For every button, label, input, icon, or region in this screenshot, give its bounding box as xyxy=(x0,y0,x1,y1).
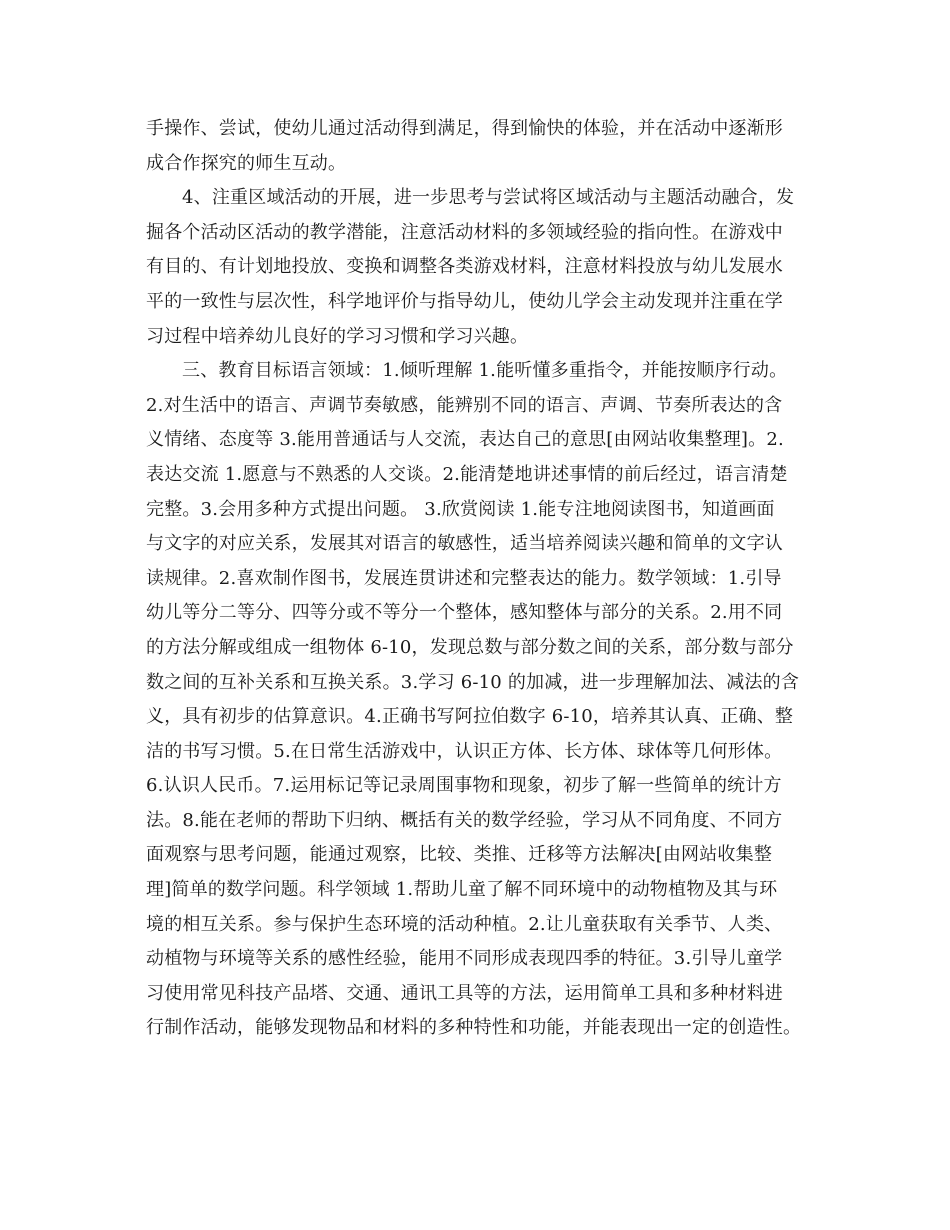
text-line: 动植物与环境等关系的感性经验，能用不同形成表现四季的特征。3.引导儿童学 xyxy=(146,948,783,970)
text-line: 义，具有初步的估算意识。4.正确书写阿拉伯数字 6-10，培养其认真、正确、整 xyxy=(146,706,794,728)
text-line: 的方法分解或组成一组物体 6-10，发现总数与部分数之间的关系，部分数与部分 xyxy=(146,636,794,658)
text-line: 理]简单的数学问题。科学领域 1.帮助儿童了解不同环境中的动物植物及其与环 xyxy=(146,879,778,901)
text-line: 有目的、有计划地投放、变换和调整各类游戏材料，注意材料投放与幼儿发展水 xyxy=(146,256,783,278)
text-line: 习过程中培养幼儿良好的学习习惯和学习兴趣。 xyxy=(146,325,529,347)
text-line: 完整。3.会用多种方式提出问题。 3.欣赏阅读 1.能专注地阅读图书，知道画面 xyxy=(146,498,775,520)
text-line: 4、注重区域活动的开展，进一步思考与尝试将区域活动与主题活动融合，发 xyxy=(182,187,795,209)
text-line: 2.对生活中的语言、声调节奏敏感，能辨别不同的语言、声调、节奏所表达的含 xyxy=(146,394,783,416)
text-line: 手操作、尝试，使幼儿通过活动得到满足，得到愉快的体验，并在活动中逐渐形 xyxy=(146,118,783,139)
text-line: 面观察与思考问题，能通过观察，比较、类推、迁移等方法解决[由网站收集整 xyxy=(146,844,773,866)
text-line: 掘各个活动区活动的教学潜能，注意活动材料的多领域经验的指向性。在游戏中 xyxy=(146,221,783,243)
text-line: 习使用常见科技产品塔、交通、通讯工具等的方法，运用简单工具和多种材料进 xyxy=(146,982,783,1004)
text-line: 三、教育目标语言领域：1.倾听理解 1.能听懂多重指令，并能按顺序行动。 xyxy=(182,360,788,382)
text-line: 行制作活动，能够发现物品和材料的多种特性和功能，并能表现出一定的创造性。 xyxy=(146,1017,802,1039)
text-line: 6.认识人民币。7.运用标记等记录周围事物和现象，初步了解一些简单的统计方 xyxy=(146,775,782,797)
text-line: 数之间的互补关系和互换关系。3.学习 6-10 的加减，进一步理解加法、减法的含 xyxy=(146,671,800,693)
text-line: 境的相互关系。参与保护生态环境的活动种植。2.让儿童获取有关季节、人类、 xyxy=(146,913,783,935)
text-line: 平的一致性与层次性，科学地评价与指导幼儿，使幼儿学会主动发现并注重在学 xyxy=(146,290,783,312)
text-line: 成合作探究的师生互动。 xyxy=(146,152,347,174)
text-line: 幼儿等分二等分、四等分或不等分一个整体，感知整体与部分的关系。2.用不同 xyxy=(146,602,783,624)
text-line: 洁的书写习惯。5.在日常生活游戏中，认识正方体、长方体、球体等几何形体。 xyxy=(146,740,783,762)
text-line: 表达交流 1.愿意与不熟悉的人交谈。2.能清楚地讲述事情的前后经过，语言清楚 xyxy=(146,463,788,485)
text-line: 与文字的对应关系，发展其对语言的敏感性，适当培养阅读兴趣和简单的文字认 xyxy=(146,533,783,555)
text-line: 法。8.能在老师的帮助下归纳、概括有关的数学经验，学习从不同角度、不同方 xyxy=(146,809,783,831)
text-line: 读规律。2.喜欢制作图书，发展连贯讲述和完整表达的能力。数学领域：1.引导 xyxy=(146,567,782,589)
text-line: 义情绪、态度等 3.能用普通话与人交流，表达自己的意思[由网站收集整理]。2. xyxy=(146,429,784,451)
document-body xyxy=(146,112,814,1046)
